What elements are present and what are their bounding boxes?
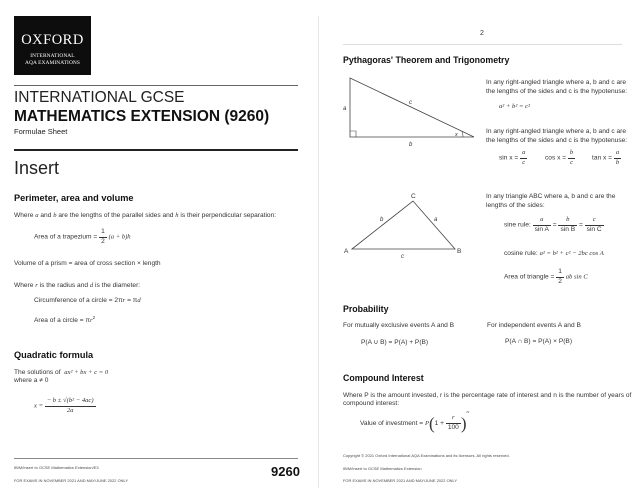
denominator: sin A <box>534 225 549 233</box>
denominator: sin C <box>586 225 602 233</box>
formula-label: Area of a trapezium = <box>34 233 100 241</box>
text: is their perpendicular separation: <box>178 212 277 219</box>
text: are the lengths of the parallel sides and <box>56 212 176 219</box>
right-angle-marker <box>350 131 356 137</box>
left-paren: ( <box>428 413 435 433</box>
numerator: c <box>585 217 604 226</box>
right-triangle-diagram <box>330 70 490 150</box>
fraction <box>614 150 621 166</box>
document-subtitle: Formulae Sheet <box>14 127 68 136</box>
page-header-rule <box>343 44 622 45</box>
angle-x-arc <box>462 132 463 138</box>
text-line: Where P is the amount invested, r is the percentage rate of interest and n is the number of years of <box>343 392 632 399</box>
formula-expression: ab sin C <box>565 273 588 281</box>
section-title-compound-interest: Compound Interest <box>343 373 424 383</box>
trig-intro <box>486 127 627 145</box>
denominator: 2 <box>101 237 105 245</box>
side-label-a: a <box>434 217 438 223</box>
page-number: 2 <box>480 30 484 37</box>
formula-label: sin x = <box>499 154 521 162</box>
copyright-notice: Copyright © 2021 Oxford International AQA Examinations and its licensors. All rights reserved. <box>343 453 510 458</box>
label-angle-x: x <box>455 132 458 138</box>
text-line: In any right-angled triangle where a, b and c are <box>486 128 627 135</box>
right-paren: ) <box>460 413 467 433</box>
label-side-b: b <box>409 142 413 148</box>
formula-expression: (a + b)h <box>108 233 131 241</box>
exclusive-events-formula: P(A ∪ B) = P(A) + P(B) <box>361 339 429 346</box>
var-a: a <box>35 212 39 219</box>
footer-exams-note: FOR EXAMS IN NOVEMBER 2021 AND MAY/JUNE 2022 ONLY <box>14 478 129 483</box>
pythagoras-intro <box>486 78 627 96</box>
fraction <box>446 415 461 431</box>
label-side-a: a <box>343 106 347 112</box>
formula-label: Circumference of a circle = 2π <box>34 297 123 304</box>
formula-label: sine rule: <box>504 221 533 229</box>
var-r: r <box>35 282 38 289</box>
logo-line-aqa: AQA EXAMINATIONS <box>24 59 81 66</box>
denominator: b <box>615 158 620 166</box>
section-title-perimeter: Perimeter, area and volume <box>14 193 134 203</box>
section-title-pythagoras: Pythagoras' Theorem and Trigonometry <box>343 55 510 65</box>
side-label-b: b <box>380 217 384 223</box>
header-rule-thick <box>14 149 298 151</box>
numerator: 1 <box>556 269 564 278</box>
formula-label: Value of investment = <box>360 419 425 427</box>
numerator: a <box>520 150 527 159</box>
triangle-abc-diagram <box>330 185 480 265</box>
footer-reference: IB/M/Insert to GCSE Mathematics Extension <box>343 466 422 471</box>
text: The solutions of <box>14 369 63 376</box>
equals: = <box>552 221 557 229</box>
paper-code: 9260 <box>271 464 300 479</box>
formula-label: cosine rule: <box>504 250 540 257</box>
var-b: b <box>53 212 57 219</box>
text-line: lengths of the sides: <box>486 202 545 209</box>
tangent-ratio <box>592 150 621 166</box>
denominator: sin B <box>560 225 576 233</box>
vertex-label-b: B <box>457 248 462 255</box>
logo-subtitle <box>14 53 91 66</box>
var-r: r <box>90 317 93 325</box>
text-line: the lengths of the sides and c is the hypotenuse: <box>486 137 628 144</box>
denominator: 100 <box>447 423 459 431</box>
text-line: In any triangle ABC where a, b and c are the <box>486 193 616 200</box>
numerator: a <box>533 217 551 226</box>
logo-oxford: OXFORD <box>21 32 84 48</box>
equals: = <box>578 221 583 229</box>
subject-title: MATHEMATICS EXTENSION (9260) <box>14 108 270 125</box>
right-triangle <box>350 78 474 137</box>
text: is the diameter: <box>93 282 141 289</box>
denominator: 2a <box>66 406 74 414</box>
side-label-c: c <box>401 254 404 260</box>
footer-reference: IB/M/Insert to GCSE Mathematics Extension/E3 <box>14 465 99 470</box>
text-line: compound interest: <box>343 400 400 407</box>
numerator: − b ± √(b² − 4ac) <box>45 398 96 407</box>
text: Where <box>14 212 36 219</box>
var-h: h <box>175 212 179 219</box>
pythagoras-theorem: a² + b² = c² <box>499 103 530 110</box>
numerator: b <box>558 217 577 226</box>
denominator: c <box>570 158 574 166</box>
page-divider <box>318 16 319 488</box>
fraction-half <box>99 229 107 245</box>
numerator: r <box>446 415 461 424</box>
formula-label: Area of a circle = π <box>34 317 91 325</box>
text: Where <box>14 282 36 289</box>
oxford-aqa-logo <box>14 16 91 75</box>
insert-heading: Insert <box>14 158 60 178</box>
denominator: 2 <box>558 277 562 285</box>
exponent: 2 <box>92 315 96 320</box>
independent-events-formula: P(A ∩ B) = P(A) × P(B) <box>505 338 573 345</box>
text: is the radius and <box>37 282 90 289</box>
numerator: a <box>614 150 621 159</box>
trapezium-formula <box>34 229 131 245</box>
triangle-area-formula <box>504 269 588 285</box>
numerator: b <box>568 150 575 159</box>
formula-label: Area of triangle = <box>504 273 557 281</box>
text-line: In any right-angled triangle where a, b and c are <box>486 79 627 86</box>
var-p: P <box>424 419 429 427</box>
fraction <box>558 217 577 233</box>
compound-intro <box>343 392 631 408</box>
section-title-probability: Probability <box>343 304 389 314</box>
formula-label: cos x = <box>545 154 568 162</box>
circle-intro <box>14 282 140 289</box>
text: = π <box>125 297 138 304</box>
trapezium-intro <box>14 212 276 219</box>
header-rule <box>14 85 298 86</box>
independent-events-label: For independent events A and B <box>487 322 581 329</box>
section-title-quadratic: Quadratic formula <box>14 350 94 360</box>
formula-expression: a² = b² + c² − 2bc cos A <box>539 250 604 257</box>
any-triangle-intro <box>486 192 615 210</box>
quadratic-intro <box>14 369 108 376</box>
footer-rule <box>14 458 298 459</box>
formula-label: tan x = <box>592 154 614 162</box>
exclusive-events-label: For mutually exclusive events A and B <box>343 322 455 329</box>
cosine-rule <box>504 250 604 257</box>
label-side-c: c <box>409 100 412 106</box>
compound-interest-formula <box>360 409 469 432</box>
exponent: n <box>466 409 469 414</box>
var-d: d <box>137 297 141 304</box>
cosine-ratio <box>545 150 575 166</box>
quadratic-formula <box>34 398 96 414</box>
fraction <box>585 217 604 233</box>
text: 1 + <box>434 419 446 427</box>
footer-exams-note: FOR EXAMS IN NOVEMBER 2021 AND MAY/JUNE 2022 ONLY <box>343 478 458 483</box>
formula-lhs: x = <box>34 402 45 410</box>
text-line: the lengths of the sides and c is the hypotenuse: <box>486 88 628 95</box>
circle-area-formula <box>34 315 95 324</box>
circumference-formula <box>34 297 141 304</box>
vertex-label-a: A <box>344 248 349 255</box>
denominator: c <box>522 158 526 166</box>
quadratic-fraction <box>45 398 96 414</box>
triangle-abc <box>352 201 455 249</box>
sine-rule <box>504 217 604 233</box>
var-d: d <box>89 282 94 289</box>
sine-ratio <box>499 150 527 166</box>
fraction <box>533 217 551 233</box>
vertex-label-c: C <box>411 193 416 200</box>
quadratic-condition: where a ≠ 0 <box>14 377 49 384</box>
fraction <box>568 150 575 166</box>
text: and <box>38 212 54 219</box>
prism-volume-formula: Volume of a prism = area of cross section × length <box>14 260 161 267</box>
quadratic-equation: ax² + bx + c = 0 <box>64 369 109 376</box>
fraction <box>520 150 527 166</box>
qualification-title: INTERNATIONAL GCSE <box>14 89 185 106</box>
fraction-half <box>556 269 564 285</box>
logo-line-international: INTERNATIONAL <box>30 53 75 59</box>
var-r: r <box>122 297 126 304</box>
numerator: 1 <box>99 229 107 238</box>
